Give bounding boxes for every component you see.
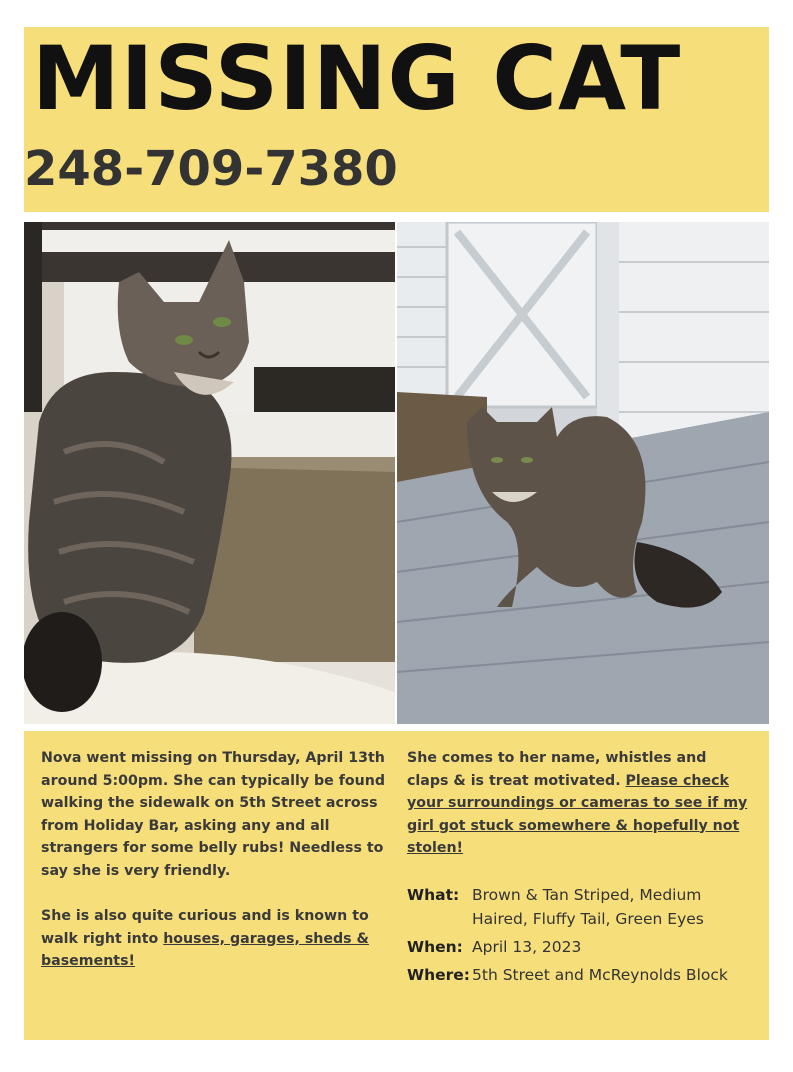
curiosity-text: She is also quite curious and is known to walk right into bbox=[41, 908, 369, 947]
detail-value: April 13, 2023 bbox=[472, 937, 582, 956]
description-left bbox=[41, 747, 386, 996]
info-panel bbox=[24, 731, 769, 1040]
cat-details bbox=[407, 883, 752, 987]
places-link-text: houses, garages, sheds & basements! bbox=[41, 930, 369, 969]
detail-value: 5th Street and McReynolds Block bbox=[472, 965, 728, 984]
cat-photo-porch bbox=[397, 222, 769, 724]
check-surroundings-text: Please check your surroundings or cameras to see if my girl got stuck somewhere & hopefully not stolen! bbox=[407, 772, 748, 856]
title-banner bbox=[24, 27, 769, 212]
detail-value: Brown & Tan Striped, Medium Haired, Fluffy Tail, Green Eyes bbox=[472, 885, 704, 928]
detail-where bbox=[407, 963, 752, 987]
detail-when bbox=[407, 935, 752, 959]
poster-title: MISSING CAT bbox=[32, 27, 682, 130]
phone-number[interactable]: 248-709-7380 bbox=[24, 141, 398, 197]
detail-label: What: bbox=[407, 885, 460, 904]
detail-what bbox=[407, 883, 752, 931]
response-description bbox=[407, 747, 752, 860]
missing-description: Nova went missing on Thursday, April 13th around 5:00pm. She can typically be found walking the sidewalk on 5th Street across from Holiday Bar, asking any and all strangers for some belly rubs! Needless to say she is very friendly. bbox=[41, 750, 386, 879]
description-right bbox=[407, 747, 752, 987]
curiosity-description bbox=[41, 905, 386, 973]
detail-label: When: bbox=[407, 937, 463, 956]
response-text: She comes to her name, whistles and claps & is treat motivated. bbox=[407, 750, 707, 789]
cat-photo-window bbox=[24, 222, 395, 724]
detail-label: Where: bbox=[407, 965, 470, 984]
